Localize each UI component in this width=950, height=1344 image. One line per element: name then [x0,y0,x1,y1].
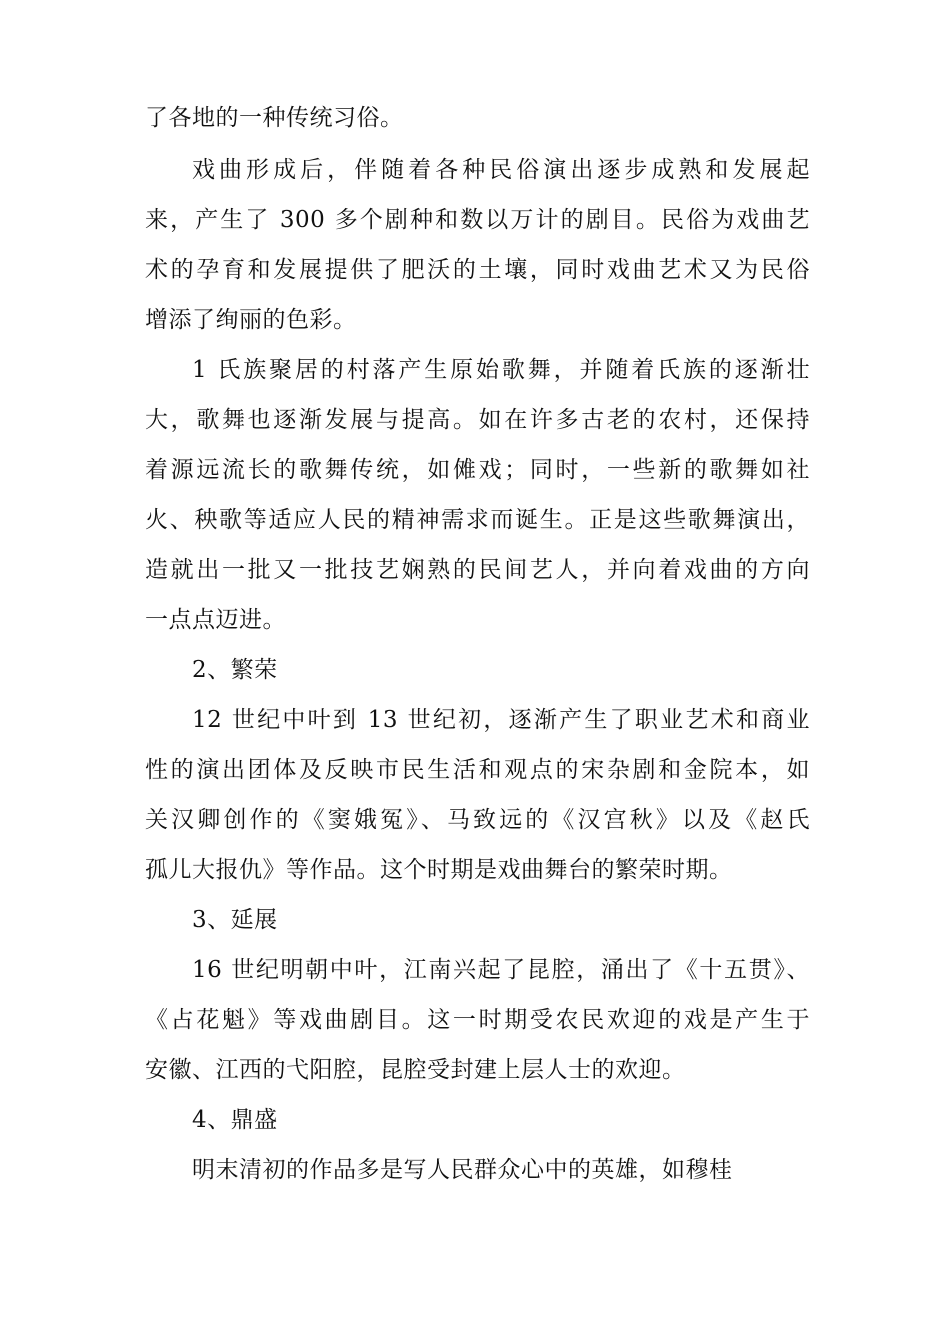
text-line: 大，歌舞也逐渐发展与提高。如在许多古老的农村，还保持 [145,407,810,433]
text-line: 关汉卿创作的《窦娥冤》、马致远的《汉宫秋》以及《赵氏 [145,807,810,833]
text-line: 增添了绚丽的色彩。 [145,307,357,333]
text-line: 了各地的一种传统习俗。 [145,105,404,131]
text-line: 火、秧歌等适应人民的精神需求而诞生。正是这些歌舞演出， [145,507,810,533]
section-heading: 3、延展 [192,907,278,933]
text-line: 安徽、江西的弋阳腔，昆腔受封建上层人士的欢迎。 [145,1057,686,1083]
text-line: 性的演出团体及反映市民生活和观点的宋杂剧和金院本，如 [145,757,810,783]
text-line: 《占花魁》等戏曲剧目。这一时期受农民欢迎的戏是产生于 [145,1007,810,1033]
paragraph-first-line: 明末清初的作品多是写人民群众心中的英雄，如穆桂 [192,1157,733,1183]
paragraph-first-line: 1 氏族聚居的村落产生原始歌舞，并随着氏族的逐渐壮 [192,357,810,383]
text-line: 造就出一批又一批技艺娴熟的民间艺人，并向着戏曲的方向 [145,557,810,583]
text-line: 着源远流长的歌舞传统，如傩戏；同时，一些新的歌舞如社 [145,457,810,483]
section-heading: 2、繁荣 [192,657,278,683]
paragraph-first-line: 戏曲形成后，伴随着各种民俗演出逐步成熟和发展起 [192,157,810,183]
text-line: 孤儿大报仇》等作品。这个时期是戏曲舞台的繁荣时期。 [145,857,733,883]
text-line: 一点点迈进。 [145,607,286,633]
text-line: 来，产生了 300 多个剧种和数以万计的剧目。民俗为戏曲艺 [145,207,810,233]
section-heading: 4、鼎盛 [192,1107,278,1133]
paragraph-first-line: 12 世纪中叶到 13 世纪初，逐渐产生了职业艺术和商业 [192,707,810,733]
paragraph-first-line: 16 世纪明朝中叶，江南兴起了昆腔，涌出了《十五贯》、 [192,957,810,983]
text-line: 术的孕育和发展提供了肥沃的土壤，同时戏曲艺术又为民俗 [145,257,810,283]
